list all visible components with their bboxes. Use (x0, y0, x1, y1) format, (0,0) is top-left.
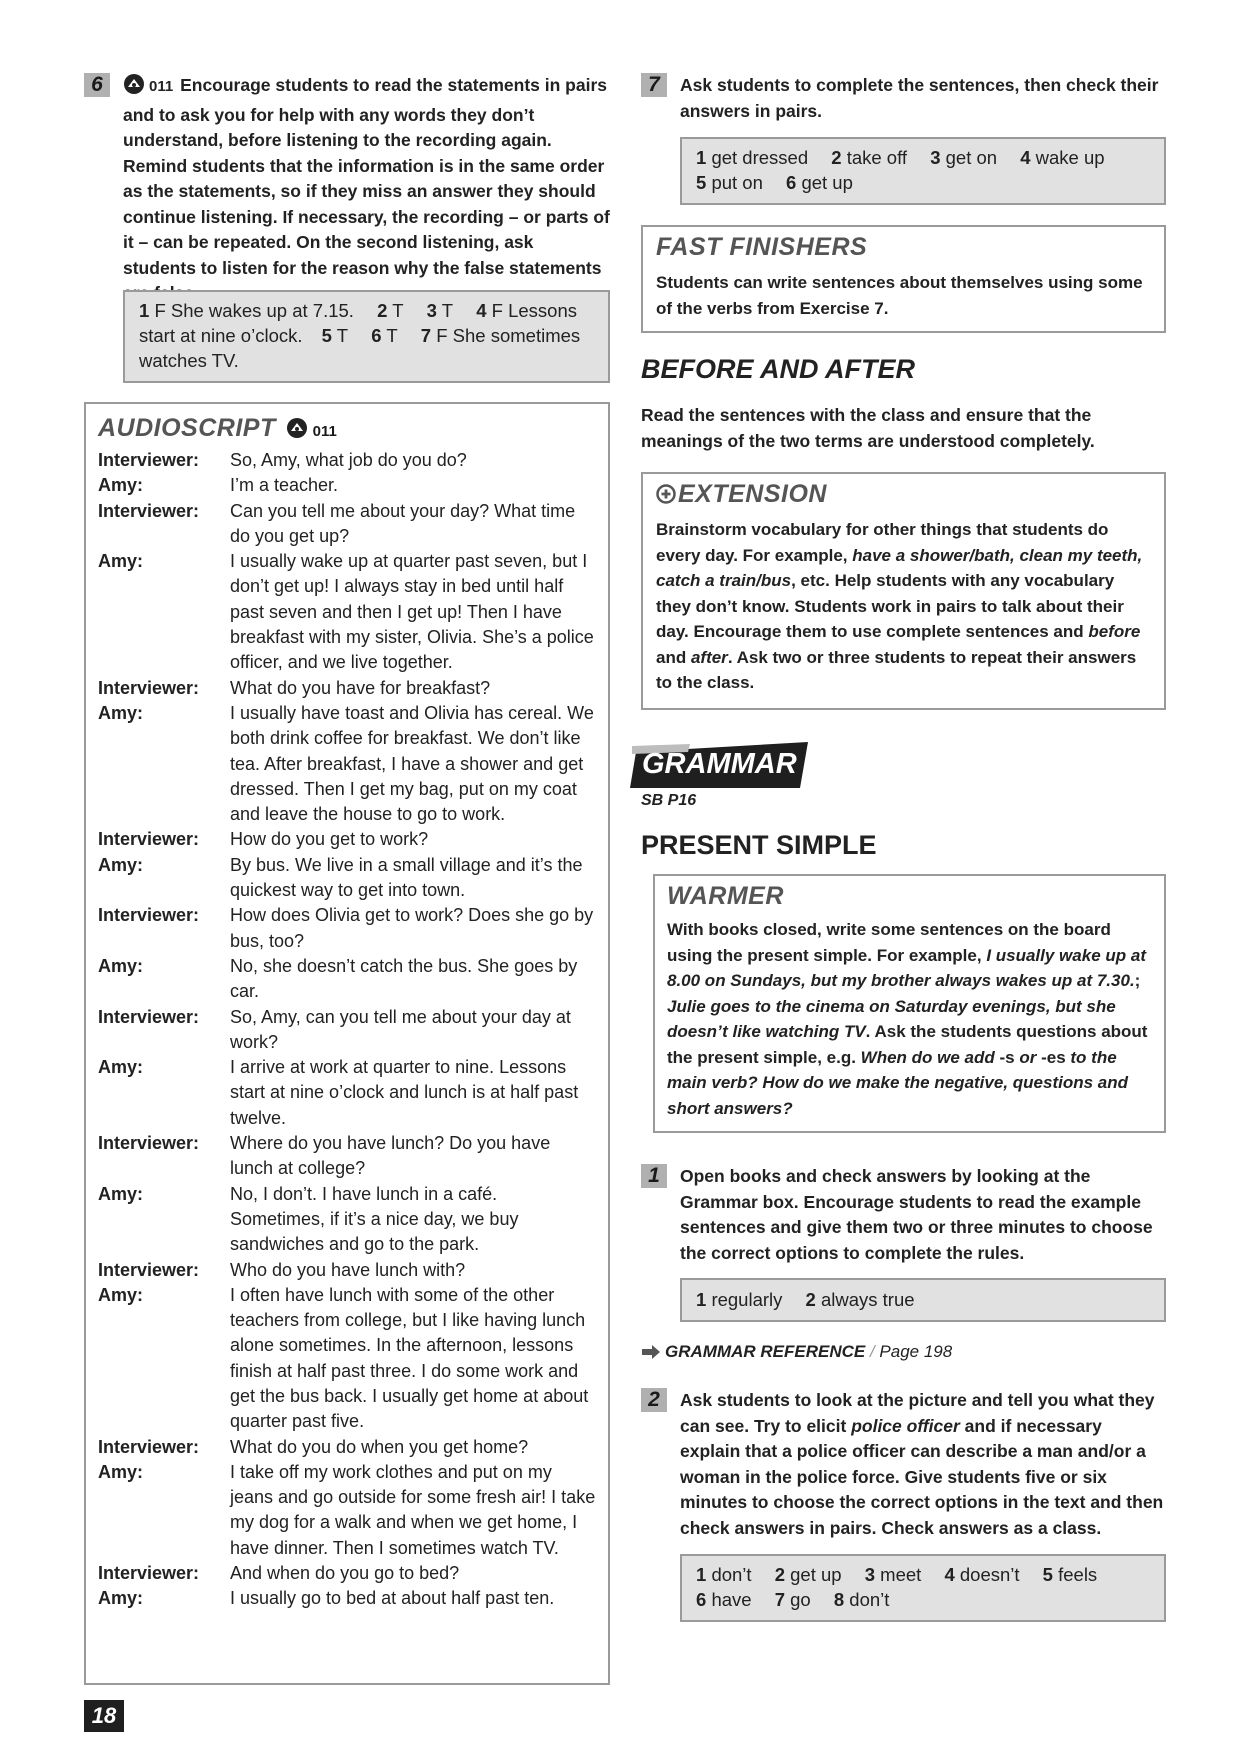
spoken-line: So, Amy, can you tell me about your day at work? (230, 1006, 571, 1052)
spoken-line: And when do you go to bed? (230, 1563, 460, 1584)
spoken-line: I usually have toast and Olivia has cereal. We both drink coffee for breakfast. We don’t like tea. After breakfast, I have a shower and get dressed. Then I get my bag, put on my coat and leave the house to go to work. (230, 702, 594, 825)
spoken-line: What do you have for breakfast? (230, 677, 491, 698)
script-line (98, 473, 596, 498)
speaker-label: Interviewer: (98, 450, 200, 470)
script-line (98, 853, 596, 904)
grammar-reference-page: Page 198 (879, 1342, 953, 1361)
exercise-text: Open books and check answers by looking at the Grammar box. Encourage students to read the example sentences and give them two or three minutes to choose the correct options to complete the rules. (680, 1166, 1153, 1263)
speaker-label: Interviewer: (98, 1006, 200, 1027)
spoken-line: I often have lunch with some of the other teachers from college, but I like having lunch alone sometimes. In the afternoon, lessons finish at half past three. I do some work and get the bus back. I usually get home at about quarter past five. (230, 1284, 589, 1432)
exercise-2 (641, 1388, 1166, 1538)
speaker-label: Amy: (98, 1183, 144, 1204)
answer-item: 2 always true (805, 1289, 915, 1310)
extension-title: EXTENSION (678, 480, 827, 508)
script-line (98, 1131, 596, 1182)
audio-track-icon (286, 417, 308, 444)
speaker-label: Interviewer: (98, 1436, 200, 1457)
spoken-line: What do you do when you get home? (230, 1436, 529, 1457)
speaker-label: Interviewer: (98, 1259, 200, 1280)
extension-text: Brainstorm vocabulary for other things that students do every day. For example, have a shower/bath, clean my teeth, catch a train/bus, etc. Help students with any vocabulary they don’t know. Students work in pairs to talk about their day. Encourage them to use complete sentences and before and after. Ask two or three students to repeat their answers to the class. (656, 520, 1143, 692)
speaker-label: Amy: (98, 1461, 144, 1482)
answer-item: 5 feels (1042, 1564, 1098, 1585)
exercise-instructions (123, 73, 611, 307)
answer-item: 1 get dressed (696, 147, 809, 168)
fast-finishers-box (641, 225, 1166, 333)
script-line (98, 1460, 596, 1561)
speaker-label: Amy: (98, 854, 144, 875)
extension-header (656, 480, 1151, 509)
exercise-text: Ask students to look at the picture and tell you what they can see. Try to elicit police officer and if necessary explain that a police officer can describe a man and/or a woman in the police force. Give students five or six minutes to choose the correct options in the text and then check answers in pairs. Check answers as a class. (680, 1390, 1164, 1538)
exercise-text: Ask students to complete the sentences, then check their answers in pairs. (680, 75, 1159, 121)
spoken-line: Where do you have lunch? Do you have lunch at college? (230, 1133, 551, 1179)
script-line (98, 1586, 596, 1611)
warmer-text: With books closed, write some sentences on the board using the present simple. For example, I usually wake up at 8.00 on Sundays, but my brother always wakes up at 7.30.; Julie goes to the cinema on Saturday evenings, but she doesn’t like watching TV. Ask the students questions about the present simple, e.g. When do we add -s or -es to the main verb? How do we make the negative, questions and short answers? (667, 920, 1148, 1118)
spoken-line: How do you get to work? (230, 829, 429, 850)
script-line (98, 676, 596, 701)
script-line (98, 1561, 596, 1586)
exercise-7 (641, 73, 1166, 128)
warmer-title: WARMER (667, 882, 784, 910)
script-line (98, 1182, 596, 1258)
plus-circle-icon (656, 484, 676, 509)
speaker-label: Interviewer: (98, 1133, 200, 1154)
spoken-line: Can you tell me about your day? What time do you get up? (230, 500, 576, 546)
script-line (98, 954, 596, 1005)
exercise-6 (84, 73, 610, 278)
script-line (98, 1258, 596, 1283)
answer-item: 7 go (774, 1589, 811, 1610)
script-line (98, 1435, 596, 1460)
script-line (98, 1055, 596, 1131)
answer-item: 4 F Lessons start at nine o’clock. (139, 300, 578, 346)
answer-item: 3 meet (864, 1564, 922, 1585)
script-line (98, 903, 596, 954)
track-number: 011 (312, 423, 337, 440)
grammar-reference-label: GRAMMAR REFERENCE (665, 1342, 866, 1361)
answer-item: 8 don’t (833, 1589, 890, 1610)
spoken-line: So, Amy, what job do you do? (230, 450, 467, 470)
audioscript-box (84, 402, 610, 1685)
script-lines (98, 448, 596, 1612)
answer-item: 1 regularly (696, 1289, 783, 1310)
answer-item: 5 put on (696, 172, 763, 193)
speaker-label: Amy: (98, 475, 144, 496)
answer-item: 6 get up (786, 172, 853, 193)
extension-box (641, 472, 1166, 710)
speaker-label: Amy: (98, 1284, 144, 1305)
audio-track-icon (123, 73, 145, 103)
student-book-page-ref: SB P16 (641, 792, 697, 809)
speaker-label: Interviewer: (98, 500, 200, 521)
answer-item: 4 wake up (1020, 147, 1105, 168)
answer-key-2 (680, 1554, 1166, 1622)
exercise-1 (641, 1164, 1166, 1269)
audioscript-header (98, 414, 596, 444)
grammar-section-band (630, 742, 810, 790)
answer-item: 1 don’t (696, 1564, 752, 1585)
spoken-line: How does Olivia get to work? Does she go by bus, too? (230, 905, 594, 951)
script-line (98, 701, 596, 827)
script-line (98, 499, 596, 550)
arrow-right-icon (641, 1344, 661, 1364)
page-number: 18 (84, 1700, 124, 1732)
grammar-reference[interactable] (641, 1342, 952, 1364)
before-after-heading: BEFORE AND AFTER (641, 354, 915, 384)
exercise-text: Encourage students to read the statements in pairs and to ask you for help with any words they don’t understand, before listening to the recording again. Remind students that the information is in the same order as the statements, so if they miss an answer they should continue listening. If necessary, the recording – or parts of it – can be repeated. On the second listening, ask students to listen for the reason why the false statements (123, 75, 610, 278)
answer-item: 6 have (696, 1589, 752, 1610)
answer-item: 3 T (426, 300, 454, 321)
fast-finishers-text: Students can write sentences about themselves using some of the verbs from Exercise 7. (656, 273, 1143, 318)
speaker-label: Amy: (98, 955, 144, 976)
exercise-number: 7 (641, 73, 667, 97)
exercise-number: 6 (84, 73, 110, 97)
speaker-label: Interviewer: (98, 1563, 200, 1584)
speaker-label: Amy: (98, 702, 144, 723)
spoken-line: I usually wake up at quarter past seven, but I don’t get up! I always stay in bed until half past seven and then I get up! Then I have breakfast with my sister, Olivia. She’s a police officer, and we live together. (230, 551, 594, 673)
speaker-label: Amy: (98, 551, 144, 572)
audioscript-title: AUDIOSCRIPT (98, 414, 276, 442)
fast-finishers-title: FAST FINISHERS (656, 233, 868, 261)
spoken-line: I arrive at work at quarter to nine. Lessons start at nine o’clock and lunch is at half past twelve. (230, 1057, 579, 1128)
present-simple-heading: PRESENT SIMPLE (641, 830, 877, 860)
track-number: 011 (149, 78, 174, 95)
answer-item: 2 take off (831, 147, 908, 168)
spoken-line: I take off my work clothes and put on my jeans and go outside for some fresh air! I take my dog for a walk and when we get home, I have dinner. Then I sometimes watch TV. (230, 1461, 596, 1558)
answer-item: 2 T (377, 300, 404, 321)
speaker-label: Interviewer: (98, 677, 200, 698)
script-line (98, 827, 596, 852)
script-line (98, 448, 596, 473)
speaker-label: Amy: (98, 1057, 144, 1078)
answer-item: 7 F She sometimes watches TV. (139, 325, 581, 371)
spoken-line: No, she doesn’t catch the bus. She goes by car. (230, 955, 578, 1002)
answer-item: 6 T (371, 325, 398, 346)
speaker-label: Interviewer: (98, 829, 200, 850)
spoken-line: I usually go to bed at about half past ten. (230, 1588, 555, 1609)
answer-item: 5 T (321, 325, 349, 346)
grammar-band-label: GRAMMAR (642, 748, 797, 780)
spoken-line: By bus. We live in a small village and it’s the quickest way to get into town. (230, 854, 583, 901)
answer-item: 2 get up (774, 1564, 842, 1585)
spoken-line: No, I don’t. I have lunch in a café. Sometimes, if it’s a nice day, we buy sandwiches and go to the park. (230, 1183, 519, 1255)
speaker-label: Amy: (98, 1588, 144, 1609)
exercise-number: 2 (641, 1388, 667, 1412)
answer-item: 4 doesn’t (944, 1564, 1020, 1585)
spoken-line: Who do you have lunch with? (230, 1259, 466, 1280)
script-line (98, 1283, 596, 1435)
speaker-label: Interviewer: (98, 905, 200, 926)
answer-item: 3 get on (930, 147, 998, 168)
script-line (98, 549, 596, 675)
warmer-box (653, 874, 1166, 1133)
answer-key-6 (123, 290, 610, 383)
answer-item: 1 F She wakes up at 7.15. (139, 300, 354, 321)
answer-key-7 (680, 137, 1166, 205)
before-after-text: Read the sentences with the class and ensure that the meanings of the two terms are understood completely. (641, 405, 1095, 451)
answer-key-1 (680, 1278, 1166, 1322)
spoken-line: I’m a teacher. (230, 475, 339, 496)
script-line (98, 1005, 596, 1056)
grammar-reference-separator: / (865, 1342, 880, 1361)
exercise-number: 1 (641, 1164, 667, 1188)
